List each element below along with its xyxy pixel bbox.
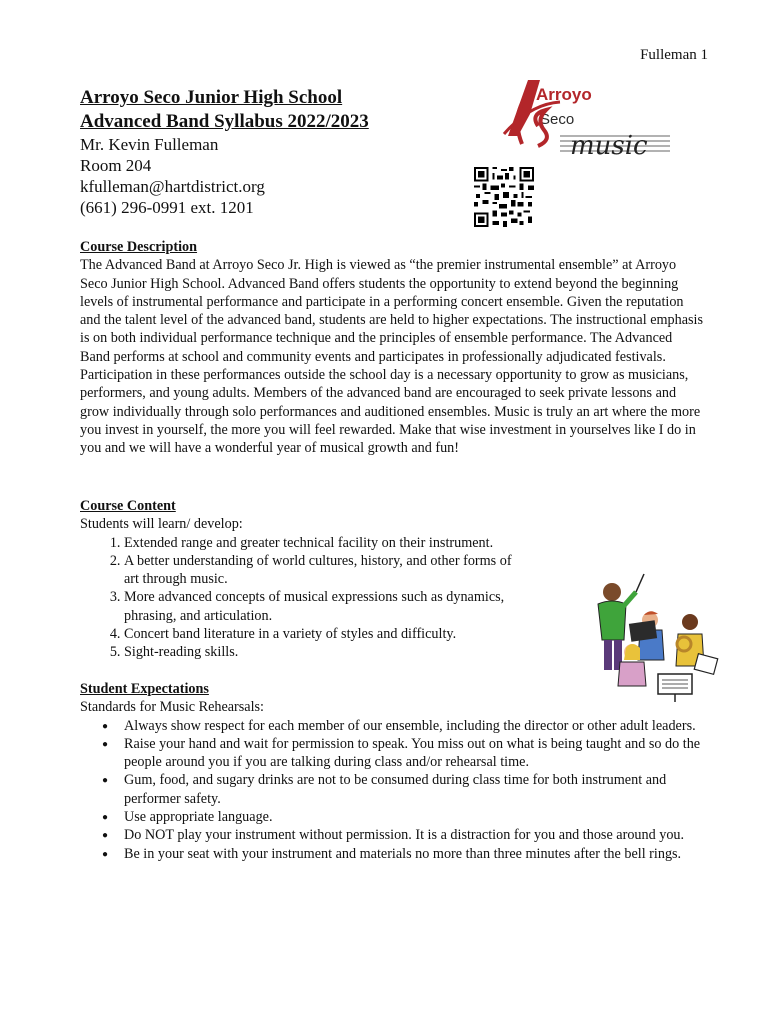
course-content-heading: Course Content — [80, 498, 176, 514]
list-item: ● Do NOT play your instrument without permission. It is a distraction for you and those around you. — [124, 826, 705, 844]
logo-seco-text: Seco — [540, 111, 575, 128]
list-item: ● Always show respect for each member of our ensemble, including the director or other adult leaders. — [124, 717, 705, 735]
logo-music-text: music — [570, 131, 648, 161]
teacher-name: Mr. Kevin Fulleman — [80, 135, 219, 154]
qr-code-icon — [474, 166, 534, 228]
room-number: Room 204 — [80, 156, 152, 175]
list-item: 2. A better understanding of world cultures, history, and other forms of art through music. — [124, 552, 524, 589]
teacher-email: kfulleman@hartdistrict.org — [80, 177, 265, 196]
teacher-phone: (661) 296-0991 ext. 1201 — [80, 198, 254, 217]
course-content-list — [80, 534, 604, 662]
student-expectations-heading: Student Expectations — [80, 681, 209, 697]
student-expectations-section — [80, 680, 705, 863]
course-description-text: The Advanced Band at Arroyo Seco Jr. High is viewed as “the premier instrumental ensemble” at Arroyo Seco Junior High School. Advanced Band offers students the opportunity to extend beyond the beginning levels of instrumental performance and participate in a performing concert ensemble. Given the reputation and the talent level of the advanced band, students are held to higher expectations. The instructional emphasis is on both individual performance technique and the principles of ensemble performance. The Advanced Band performs at school and community events and participates in professionally adjudicated festivals. Participation in these performances outside the school day is a necessary opportunity to grow as musicians, performers, and young adults. Members of the advanced band are encouraged to seek private lessons and grow individually through solo performances and auditioned ensembles. Music is truly an art where the more you invest in yourself, the more you will feel rewarded. Make that wise investment in yourselves like I do in you and we will have a wonderful year of musical growth and fun! — [80, 257, 704, 457]
student-expectations-intro: Standards for Music Rehearsals: — [80, 699, 265, 716]
list-item: 1. Extended range and greater technical facility on their instrument. — [124, 534, 604, 552]
list-item: ● Use appropriate language. — [124, 808, 705, 826]
school-title: Arroyo Seco Junior High School — [80, 87, 343, 108]
list-item: ● Raise your hand and wait for permission to speak. You miss out on what is being taught and so do the people around you if you are talking during class and/or rehearsal time. — [124, 735, 705, 772]
syllabus-title: Advanced Band Syllabus 2022/2023 — [80, 111, 369, 132]
arroyo-seco-music-logo — [500, 74, 675, 169]
list-item: 5. Sight-reading skills. — [124, 643, 604, 661]
course-description-section — [80, 238, 705, 458]
title-block — [80, 86, 369, 218]
logo-arroyo-text: Arroyo — [536, 85, 592, 104]
list-item: ● Be in your seat with your instrument and materials no more than three minutes after the bell rings. — [124, 845, 705, 863]
expectations-list — [80, 717, 705, 863]
list-item: 3. More advanced concepts of musical expressions such as dynamics, phrasing, and articulation. — [124, 588, 524, 625]
course-content-intro: Students will learn/ develop: — [80, 516, 243, 533]
list-item: ● Gum, food, and sugary drinks are not to be consumed during class time for both instrument and performer safety. — [124, 771, 705, 808]
page-number-header: Fulleman 1 — [640, 47, 708, 63]
course-description-heading: Course Description — [80, 239, 198, 255]
list-item: 4. Concert band literature in a variety of styles and difficulty. — [124, 625, 604, 643]
